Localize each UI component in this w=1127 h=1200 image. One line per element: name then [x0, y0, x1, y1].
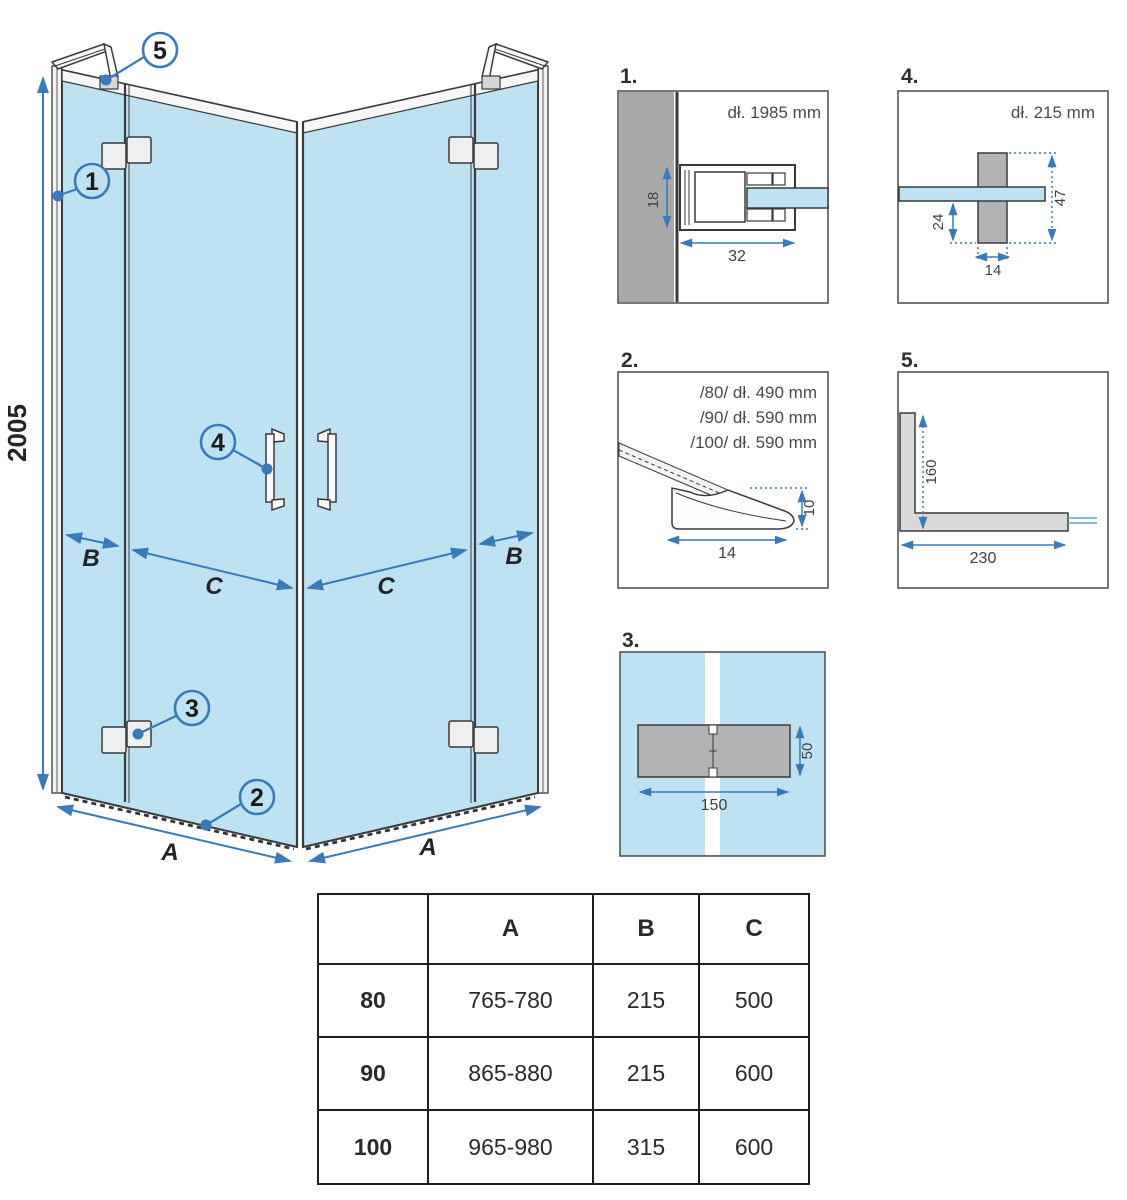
detail-4-panel — [890, 55, 1120, 310]
svg-text:10: 10 — [801, 499, 818, 517]
table-row — [318, 1110, 809, 1184]
corner-bracket-right — [482, 76, 500, 89]
svg-text:150: 150 — [700, 797, 728, 814]
detail-1-panel — [610, 55, 835, 310]
table-header-empty — [318, 894, 428, 964]
row-b: 315 — [593, 1110, 699, 1184]
dim-c-right-label: C — [377, 573, 395, 600]
row-c: 600 — [699, 1110, 809, 1184]
detail-2-label: 2. — [621, 349, 639, 372]
glass-panel-right — [303, 70, 538, 847]
table-header-row — [318, 894, 809, 964]
dim-b-left-label: B — [82, 545, 100, 572]
svg-text:230: 230 — [969, 550, 997, 567]
svg-text:32: 32 — [728, 248, 746, 265]
detail-4-length: dł. 215 mm — [1010, 103, 1095, 122]
table-row — [318, 1037, 809, 1110]
detail-3-panel — [610, 620, 835, 870]
table-header-b: B — [593, 894, 699, 964]
detail-2-panel — [610, 340, 835, 595]
corner-joint — [297, 122, 303, 847]
wall-profile-left — [52, 66, 62, 793]
detail-1-label: 1. — [620, 65, 638, 88]
detail-4-label: 4. — [901, 65, 919, 88]
callout-5-number: 5 — [153, 37, 167, 65]
dim-a-left-label: A — [161, 839, 179, 866]
callout-3-number: 3 — [185, 695, 199, 723]
row-a: 865-880 — [428, 1037, 593, 1110]
row-b: 215 — [593, 964, 699, 1037]
dim-b-right-label: B — [505, 543, 523, 570]
table-header-c: C — [699, 894, 809, 964]
row-b: 215 — [593, 1037, 699, 1110]
dim-c-left-label: C — [205, 573, 223, 600]
hinge-plate — [638, 725, 790, 777]
detail-5-panel — [890, 340, 1120, 595]
dim-a-right-label: A — [419, 834, 437, 861]
row-a: 965-980 — [428, 1110, 593, 1184]
callout-4-number: 4 — [211, 429, 225, 457]
row-c: 500 — [699, 964, 809, 1037]
glass-edge — [899, 187, 1045, 201]
svg-text:24: 24 — [930, 213, 947, 231]
row-size: 80 — [318, 964, 428, 1037]
detail-5-label: 5. — [901, 349, 919, 372]
svg-text:47: 47 — [1052, 189, 1069, 207]
callout-2-number: 2 — [250, 784, 264, 812]
dimension-height — [2, 78, 43, 789]
detail-2-line-90: /90/ dł. 590 mm — [699, 408, 817, 427]
table-row — [318, 964, 809, 1037]
row-a: 765-780 — [428, 964, 593, 1037]
glass-edge — [747, 188, 828, 208]
table-header-a: A — [428, 894, 593, 964]
main-drawing — [0, 0, 600, 900]
detail-2-line-80: /80/ dł. 490 mm — [699, 383, 817, 402]
svg-text:14: 14 — [984, 262, 1002, 279]
wall-profile-right — [538, 66, 548, 793]
svg-text:160: 160 — [923, 459, 940, 485]
row-size: 90 — [318, 1037, 428, 1110]
svg-text:50: 50 — [799, 742, 816, 760]
svg-text:18: 18 — [645, 191, 662, 209]
detail-3-label: 3. — [622, 629, 640, 652]
spec-table — [317, 893, 810, 1185]
dimension-height-label: 2005 — [2, 404, 32, 462]
callout-1-number: 1 — [85, 168, 99, 196]
row-c: 600 — [699, 1037, 809, 1110]
detail-2-line-100: /100/ dł. 590 mm — [690, 433, 817, 452]
detail-1-length: dł. 1985 mm — [727, 103, 821, 122]
row-size: 100 — [318, 1110, 428, 1184]
svg-text:14: 14 — [718, 545, 736, 562]
